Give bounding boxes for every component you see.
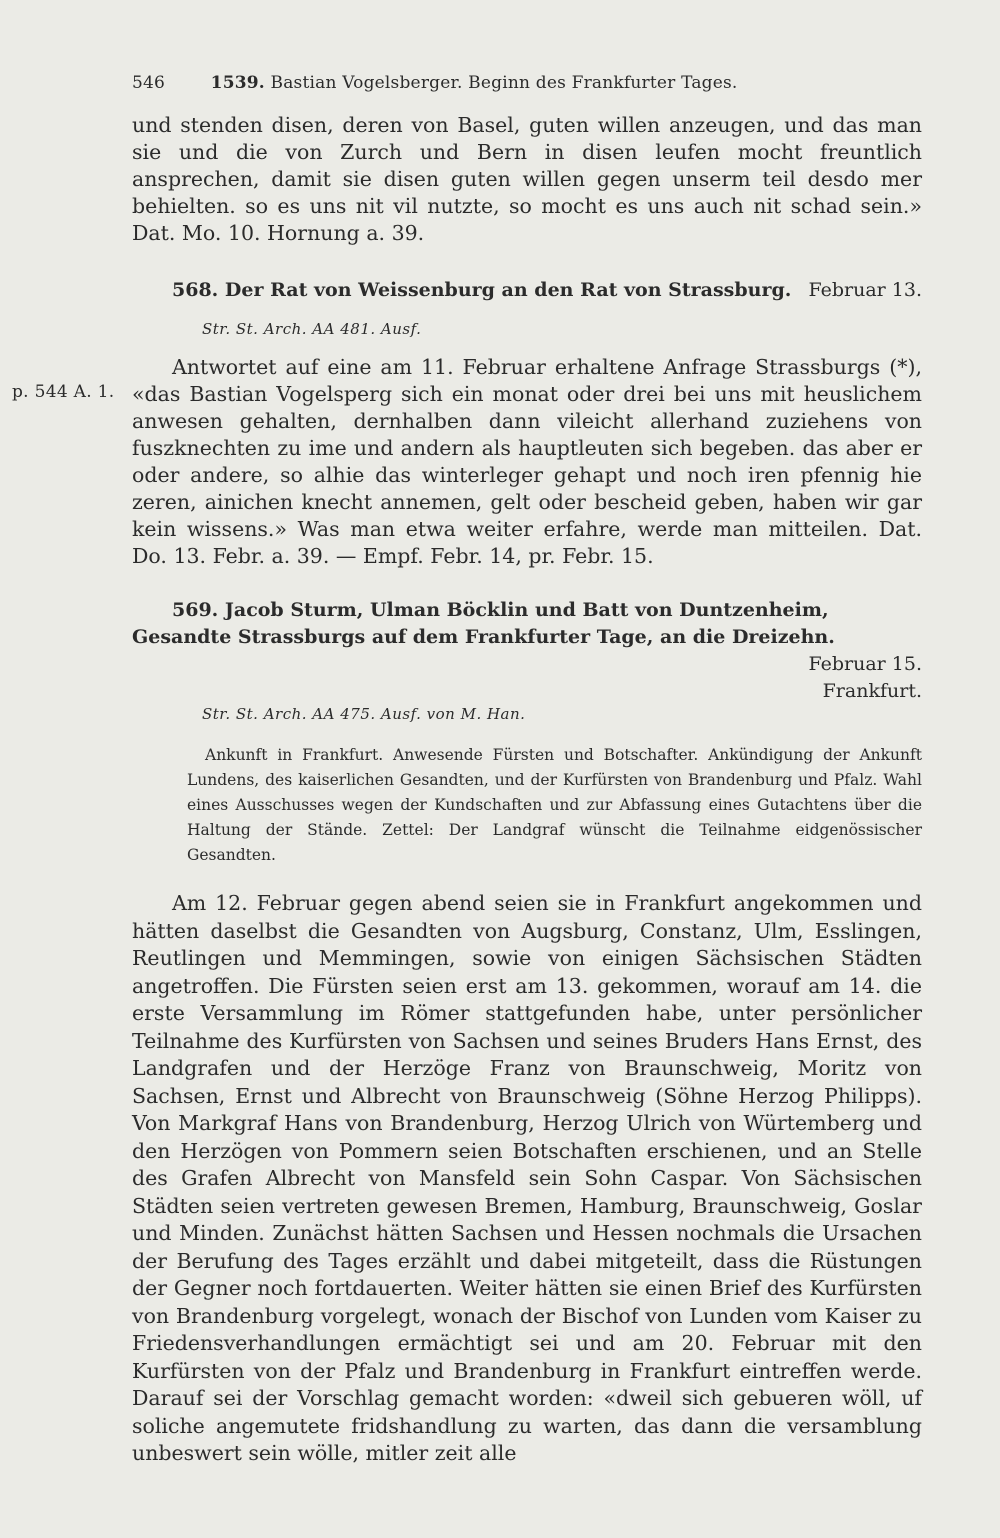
entry-568-body: Antwortet auf eine am 11. Februar erhaltene Anfrage Strassburgs (*), «das Bastian Vogelsperg sich ein monat oder drei bei uns mit heuslichem anwesen gehalten, dernhalben dann vileicht allerhand zuziehens von fuszknechten zu ime und andern als hauptleuten sich begeben. das aber er oder andere, so alhie das winterleger gehapt und noch iren pfennig hie zeren, ainichen knecht annemen, gelt oder bescheid geben, haben wir gar kein wissens.» Was man etwa weiter erfahre, werde man mitteilen. Dat. Do. 13. Febr. a. 39. — Empf. Febr. 14, pr. Febr. 15. xyxy=(132,355,922,568)
entry-569-place: Frankfurt. xyxy=(822,680,922,702)
entry-568-date: Februar 13. xyxy=(808,279,922,301)
continuation-paragraph: und stenden disen, deren von Basel, guten willen anzeugen, und das man sie und die von Zurch und Bern in disen leufen mocht freuntlich ansprechen, damit sie disen guten willen gegen unserm teil desdo mer behielten. so es uns nit vil nutzte, so mocht es uns auch nit schad sein.» Dat. Mo. 10. Hornung a. 39. xyxy=(132,113,922,245)
continuation-block xyxy=(132,112,922,247)
entry-569-title: 569. Jacob Sturm, Ulman Böcklin und Batt von Duntzenheim, Gesandte Strassburgs auf dem Frankfurter Tage, an die Dreizehn. xyxy=(132,599,835,648)
entry-569 xyxy=(132,597,922,1468)
entry-568 xyxy=(132,277,922,570)
entry-568-source: Str. St. Arch. AA 481. Ausf. xyxy=(202,320,422,338)
entry-569-date: Februar 15. xyxy=(808,653,922,675)
entry-568-title: 568. Der Rat von Weissenburg an den Rat von Strassburg. xyxy=(172,279,792,301)
header-title: Bastian Vogelsberger. Beginn des Frankfurter Tages. xyxy=(270,73,738,93)
running-header xyxy=(132,73,922,93)
entry-568-heading xyxy=(132,277,922,304)
page-number: 546 xyxy=(132,73,166,93)
entry-569-place-line xyxy=(132,678,922,705)
header-year: 1539. xyxy=(210,73,265,93)
margin-note: p. 544 A. 1. xyxy=(12,382,115,402)
entry-569-heading xyxy=(132,597,922,651)
entry-569-date-line xyxy=(132,651,922,678)
entry-569-body: Am 12. Februar gegen abend seien sie in Frankfurt angekommen und hätten daselbst die Gesandten von Augsburg, Constanz, Ulm, Esslingen, Reutlingen und Memmingen, sowie von einigen Sächsischen Städten angetroffen. Die Fürsten seien erst am 13. gekommen, worauf am 14. die erste Versammlung im Römer stattgefunden habe, unter persönlicher Teilnahme des Kurfürsten von Sachsen und seines Bruders Hans Ernst, des Landgrafen und der Herzöge Franz von Braunschweig, Moritz von Sachsen, Ernst und Albrecht von Braunschweig (Söhne Herzog Philipps). Von Markgraf Hans von Brandenburg, Herzog Ulrich von Würtemberg und den Herzögen von Pommern seien Botschaften erschienen, und an Stelle des Grafen Albrecht von Mansfeld sein Sohn Caspar. Von Sächsischen Städten seien vertreten gewesen Bremen, Hamburg, Braunschweig, Goslar und Minden. Zunächst hätten Sachsen und Hessen nochmals die Ursachen der Berufung des Tages erzählt und dabei mitgeteilt, dass die Rüstungen der Gegner noch fortdauerten. Weiter hätten sie einen Brief des Kurfürsten von Brandenburg vorgelegt, wonach der Bischof von Lunden vom Kaiser zu Friedensverhandlungen ermächtigt sei und am 20. Februar mit den Kurfürsten von der Pfalz und Brandenburg in Frankfurt eintreffen werde. Darauf sei der Vorschlag gemacht worden: «dweil sich gebueren wöll, uf soliche angemutete fridshandlung zu warten, das dann die versamblung unbeswert sein wölle, mitler zeit alle xyxy=(132,891,922,1465)
entry-569-source: Str. St. Arch. AA 475. Ausf. von M. Han. xyxy=(202,705,526,723)
entry-569-summary: Ankunft in Frankfurt. Anwesende Fürsten und Botschafter. Ankündigung der Ankunft Lundens, des kaiserlichen Gesandten, und der Kurfürsten von Brandenburg und Pfalz. Wahl eines Ausschusses wegen der Kundschaften und zur Abfassung eines Gutachtens über die Haltung der Stände. Zettel: Der Landgraf wünscht die Teilnahme eidgenössischer Gesandten. xyxy=(187,746,922,864)
